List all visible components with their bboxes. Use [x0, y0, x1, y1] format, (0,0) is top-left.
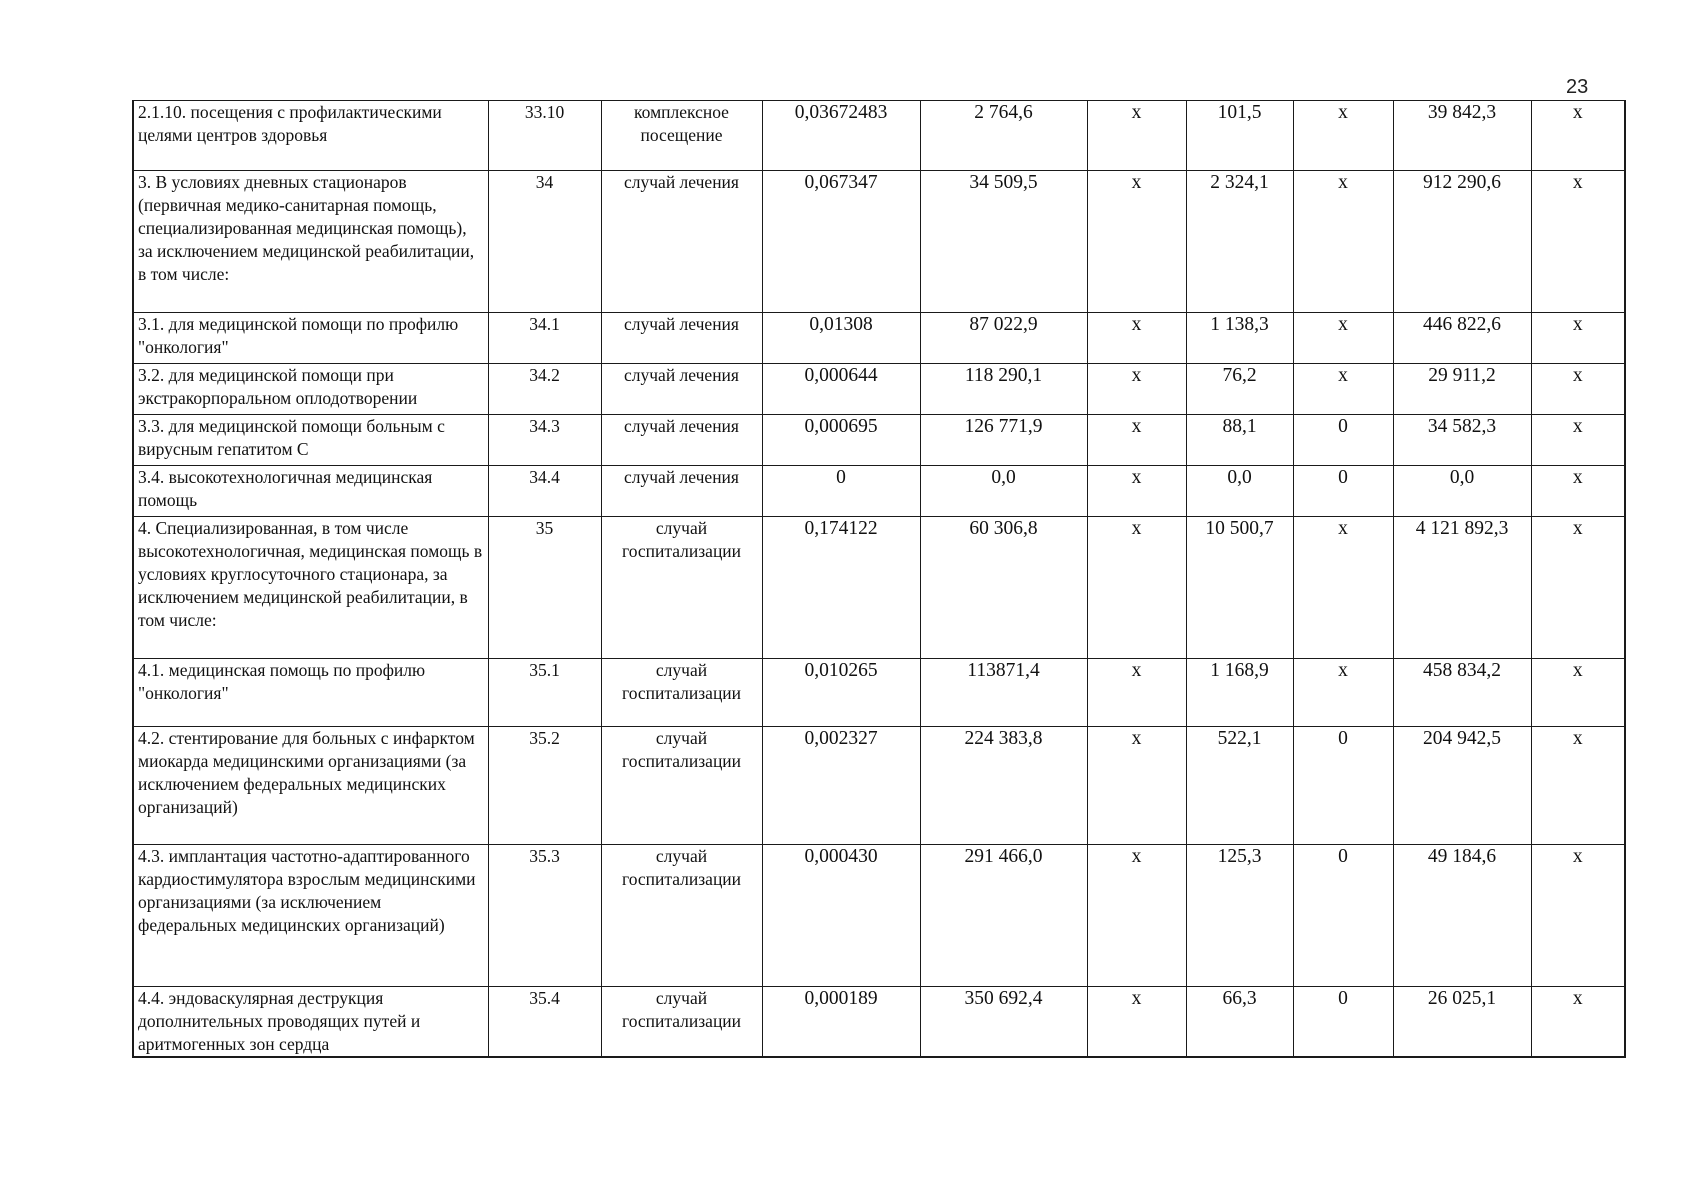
table-row	[133, 313, 1625, 364]
cell-col-7: 0,0	[1186, 466, 1293, 517]
row-code: 35.3	[488, 845, 601, 987]
table-body	[133, 101, 1625, 1058]
cell-col-6: х	[1087, 415, 1186, 466]
cell-col-9: 458 834,2	[1393, 659, 1531, 727]
cell-col-6: х	[1087, 517, 1186, 659]
cell-col-4: 0,000695	[762, 415, 920, 466]
cell-col-10: х	[1531, 727, 1625, 845]
row-code: 35	[488, 517, 601, 659]
row-code: 34.4	[488, 466, 601, 517]
row-name: 4.3. имплантация частотно-адаптированного кардиостимулятора взрослым медицинскими организациями (за исключением федеральных медицинских организаций)	[133, 845, 488, 987]
cell-col-8: 0	[1293, 845, 1393, 987]
table-row	[133, 659, 1625, 727]
cell-col-10: х	[1531, 415, 1625, 466]
data-table	[132, 100, 1626, 1058]
table-row	[133, 101, 1625, 171]
cell-col-7: 76,2	[1186, 364, 1293, 415]
cell-col-7: 125,3	[1186, 845, 1293, 987]
cell-col-9: 0,0	[1393, 466, 1531, 517]
row-code: 35.2	[488, 727, 601, 845]
cell-col-7: 522,1	[1186, 727, 1293, 845]
row-code: 35.4	[488, 987, 601, 1058]
cell-col-6: х	[1087, 101, 1186, 171]
row-code: 35.1	[488, 659, 601, 727]
row-name: 4.4. эндоваскулярная деструкция дополнительных проводящих путей и аритмогенных зон сердца	[133, 987, 488, 1058]
cell-col-8: х	[1293, 364, 1393, 415]
cell-col-7: 1 168,9	[1186, 659, 1293, 727]
cell-col-8: 0	[1293, 987, 1393, 1058]
row-name: 3. В условиях дневных стационаров (первичная медико-санитарная помощь, специализированная медицинская помощь), за исключением медицинской реабилитации, в том числе:	[133, 171, 488, 313]
cell-col-9: 34 582,3	[1393, 415, 1531, 466]
cell-col-6: х	[1087, 659, 1186, 727]
cell-col-9: 39 842,3	[1393, 101, 1531, 171]
cell-col-4: 0,000430	[762, 845, 920, 987]
cell-col-5: 87 022,9	[920, 313, 1087, 364]
table-row	[133, 415, 1625, 466]
cell-col-7: 1 138,3	[1186, 313, 1293, 364]
cell-col-5: 350 692,4	[920, 987, 1087, 1058]
cell-col-6: х	[1087, 171, 1186, 313]
cell-col-9: 446 822,6	[1393, 313, 1531, 364]
row-unit: случай госпитализации	[601, 845, 762, 987]
row-name: 4. Специализированная, в том числе высокотехнологичная, медицинская помощь в условиях круглосуточного стационара, за исключением медицинской реабилитации, в том числе:	[133, 517, 488, 659]
cell-col-5: 0,0	[920, 466, 1087, 517]
table-row	[133, 466, 1625, 517]
cell-col-4: 0,174122	[762, 517, 920, 659]
row-name: 4.2. стентирование для больных с инфарктом миокарда медицинскими организациями (за исключением федеральных медицинских организаций)	[133, 727, 488, 845]
cell-col-7: 88,1	[1186, 415, 1293, 466]
cell-col-10: х	[1531, 313, 1625, 364]
cell-col-8: 0	[1293, 727, 1393, 845]
cell-col-5: 113871,4	[920, 659, 1087, 727]
row-code: 34.3	[488, 415, 601, 466]
cell-col-8: х	[1293, 517, 1393, 659]
row-code: 34	[488, 171, 601, 313]
row-unit: случай госпитализации	[601, 517, 762, 659]
row-name: 3.4. высокотехнологичная медицинская помощь	[133, 466, 488, 517]
cell-col-4: 0,010265	[762, 659, 920, 727]
cell-col-10: х	[1531, 364, 1625, 415]
table-row	[133, 171, 1625, 313]
cell-col-7: 10 500,7	[1186, 517, 1293, 659]
row-unit: случай лечения	[601, 415, 762, 466]
row-unit: случай лечения	[601, 364, 762, 415]
row-name: 4.1. медицинская помощь по профилю "онкология"	[133, 659, 488, 727]
cell-col-10: х	[1531, 101, 1625, 171]
cell-col-5: 34 509,5	[920, 171, 1087, 313]
cell-col-8: х	[1293, 171, 1393, 313]
row-unit: случай госпитализации	[601, 659, 762, 727]
cell-col-8: х	[1293, 101, 1393, 171]
cell-col-10: х	[1531, 845, 1625, 987]
table-row	[133, 517, 1625, 659]
cell-col-8: 0	[1293, 466, 1393, 517]
cell-col-5: 291 466,0	[920, 845, 1087, 987]
row-unit: случай лечения	[601, 313, 762, 364]
cell-col-10: х	[1531, 171, 1625, 313]
cell-col-5: 60 306,8	[920, 517, 1087, 659]
cell-col-9: 29 911,2	[1393, 364, 1531, 415]
page-number: 23	[1566, 76, 1589, 98]
cell-col-9: 4 121 892,3	[1393, 517, 1531, 659]
cell-col-6: х	[1087, 727, 1186, 845]
cell-col-10: х	[1531, 659, 1625, 727]
cell-col-7: 66,3	[1186, 987, 1293, 1058]
cell-col-6: х	[1087, 364, 1186, 415]
cell-col-10: х	[1531, 517, 1625, 659]
table-row	[133, 364, 1625, 415]
table-row	[133, 987, 1625, 1058]
cell-col-8: 0	[1293, 415, 1393, 466]
cell-col-10: х	[1531, 466, 1625, 517]
row-name: 3.2. для медицинской помощи при экстракорпоральном оплодотворении	[133, 364, 488, 415]
cell-col-6: х	[1087, 987, 1186, 1058]
cell-col-4: 0,000189	[762, 987, 920, 1058]
table-row	[133, 845, 1625, 987]
cell-col-5: 2 764,6	[920, 101, 1087, 171]
cell-col-9: 49 184,6	[1393, 845, 1531, 987]
row-unit: случай лечения	[601, 466, 762, 517]
cell-col-4: 0,01308	[762, 313, 920, 364]
cell-col-5: 118 290,1	[920, 364, 1087, 415]
cell-col-5: 126 771,9	[920, 415, 1087, 466]
cell-col-8: х	[1293, 659, 1393, 727]
cell-col-9: 912 290,6	[1393, 171, 1531, 313]
cell-col-6: х	[1087, 466, 1186, 517]
row-unit: случай госпитализации	[601, 987, 762, 1058]
row-unit: случай лечения	[601, 171, 762, 313]
cell-col-4: 0	[762, 466, 920, 517]
cell-col-10: х	[1531, 987, 1625, 1058]
cell-col-5: 224 383,8	[920, 727, 1087, 845]
cell-col-4: 0,03672483	[762, 101, 920, 171]
cell-col-4: 0,067347	[762, 171, 920, 313]
row-name: 3.1. для медицинской помощи по профилю "онкология"	[133, 313, 488, 364]
cell-col-8: х	[1293, 313, 1393, 364]
row-name: 2.1.10. посещения с профилактическими целями центров здоровья	[133, 101, 488, 171]
cell-col-4: 0,002327	[762, 727, 920, 845]
cell-col-6: х	[1087, 313, 1186, 364]
row-code: 34.2	[488, 364, 601, 415]
row-unit: комплексное посещение	[601, 101, 762, 171]
row-unit: случай госпитализации	[601, 727, 762, 845]
row-name: 3.3. для медицинской помощи больным с вирусным гепатитом С	[133, 415, 488, 466]
cell-col-7: 101,5	[1186, 101, 1293, 171]
row-code: 34.1	[488, 313, 601, 364]
cell-col-7: 2 324,1	[1186, 171, 1293, 313]
cell-col-9: 26 025,1	[1393, 987, 1531, 1058]
table-row	[133, 727, 1625, 845]
cell-col-6: х	[1087, 845, 1186, 987]
cell-col-9: 204 942,5	[1393, 727, 1531, 845]
cell-col-4: 0,000644	[762, 364, 920, 415]
row-code: 33.10	[488, 101, 601, 171]
